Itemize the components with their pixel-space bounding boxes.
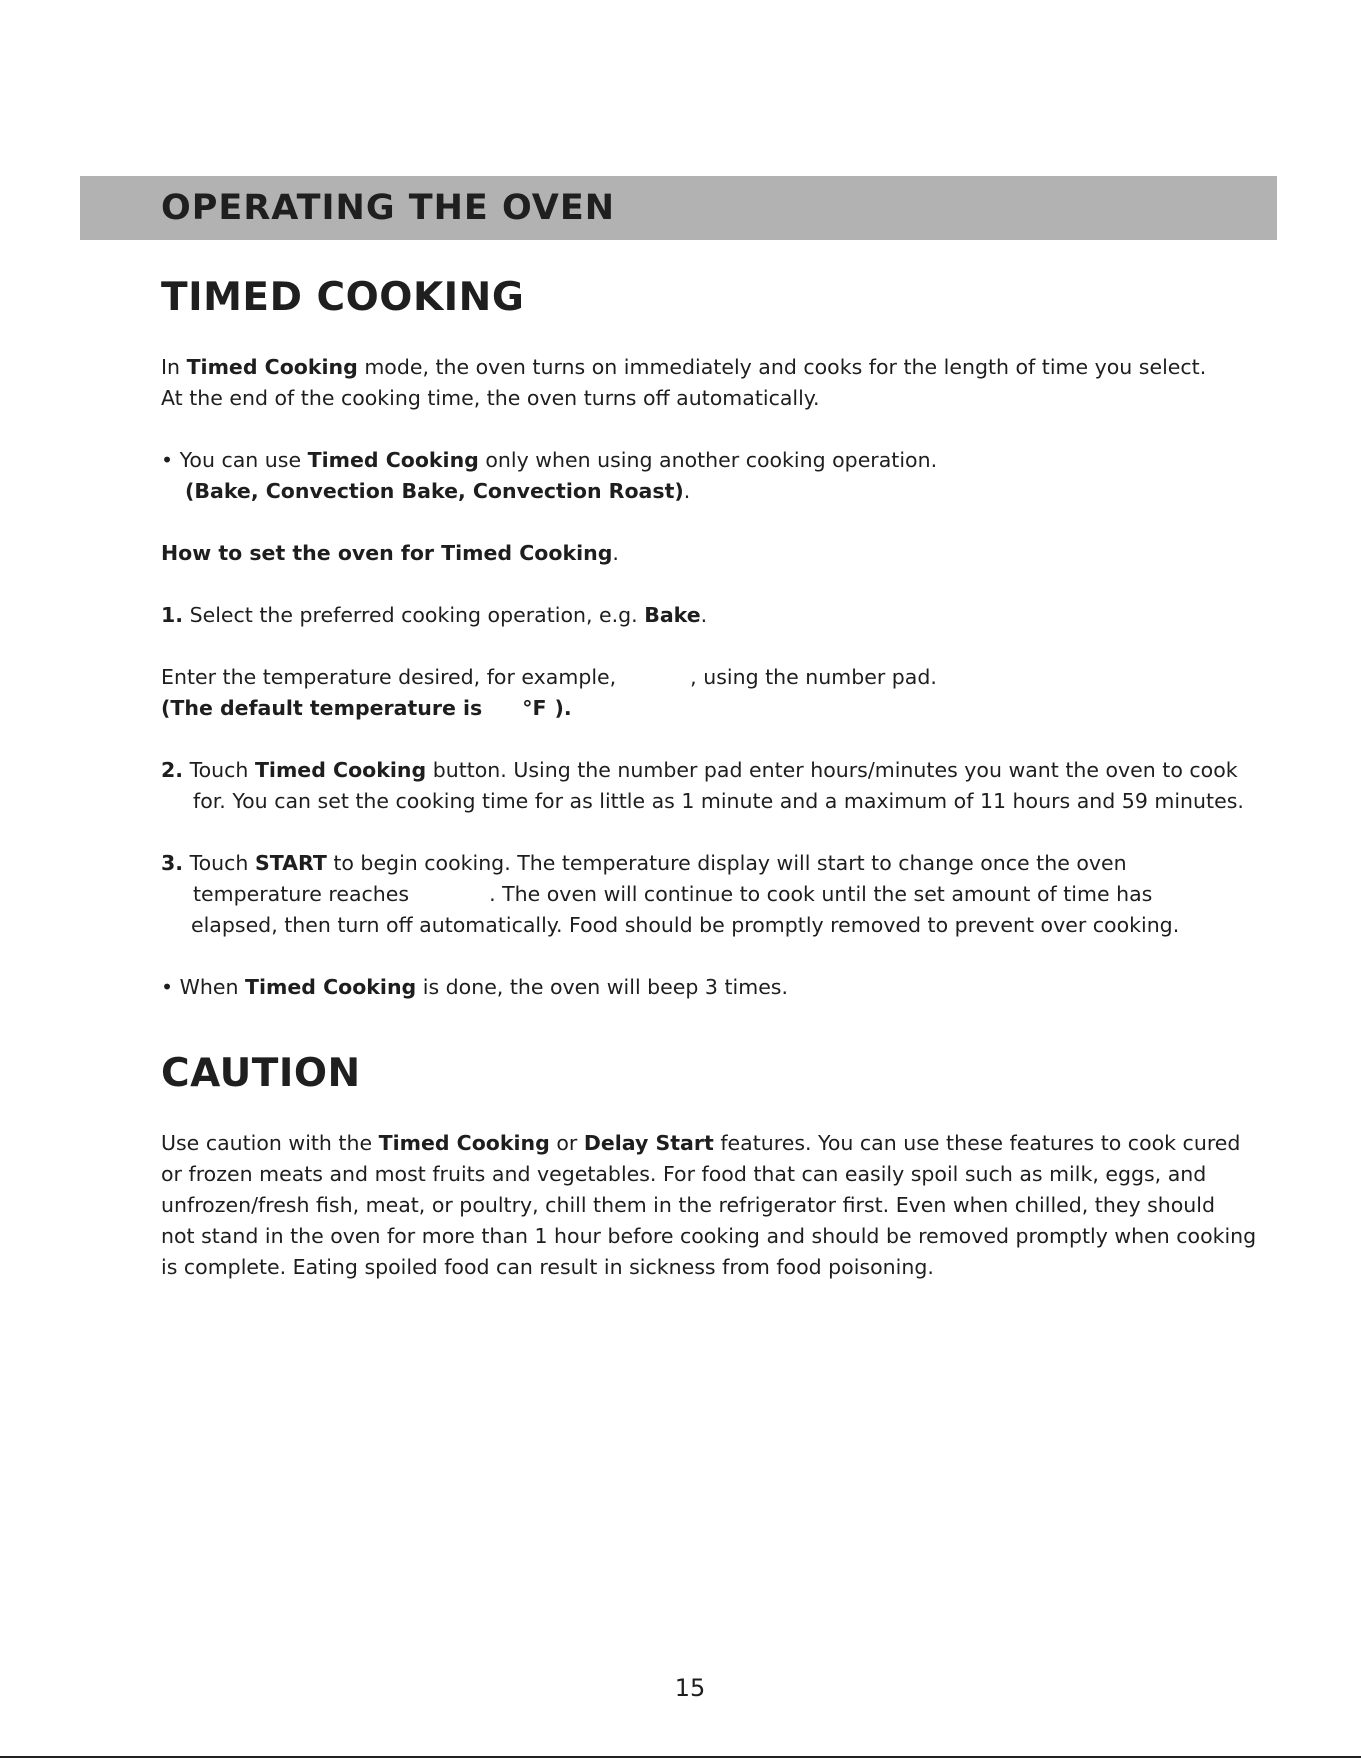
section-title: OPERATING THE OVEN: [161, 188, 616, 228]
bullet-usage-line-2: (Bake, Convection Bake, Convection Roast).: [185, 479, 691, 503]
caution-line-4: not stand in the oven for more than 1 hour before cooking and should be removed promptly when cooking: [161, 1224, 1257, 1248]
step-2-number: 2.: [161, 758, 184, 782]
page-number: 15: [674, 1674, 706, 1702]
timed-cooking-intro: [161, 352, 1321, 414]
step-3-line-3: elapsed, then turn off automatically. Food should be promptly removed to prevent over cooking.: [191, 913, 1180, 937]
temperature-instruction: [161, 662, 1321, 724]
step-2: [161, 755, 1321, 817]
step-1: 1. Select the preferred cooking operation, e.g. Bake.: [161, 603, 708, 627]
bullet-usage-note: [161, 445, 1321, 507]
section-header-band: [80, 176, 1277, 240]
caution-text: [161, 1128, 1321, 1283]
intro-line-2: At the end of the cooking time, the oven turns off automatically.: [161, 386, 820, 410]
step-2-line-2: for. You can set the cooking time for as little as 1 minute and a maximum of 11 hours and 59 minutes.: [193, 789, 1244, 813]
caution-line-3: unfrozen/fresh fish, meat, or poultry, chill them in the refrigerator first. Even when chilled, they should: [161, 1193, 1216, 1217]
temperature-line-2: (The default temperature is °F ).: [161, 696, 572, 720]
howto-subheading: How to set the oven for Timed Cooking.: [161, 541, 619, 565]
temperature-line-1: Enter the temperature desired, for example, , using the number pad.: [161, 665, 937, 689]
timed-cooking-heading: TIMED COOKING: [161, 275, 525, 320]
caution-line-1: Use caution with the Timed Cooking or Delay Start features. You can use these features to cook cured: [161, 1131, 1241, 1155]
bullet-completion-note: • When Timed Cooking is done, the oven will beep 3 times.: [161, 975, 788, 999]
caution-line-5: is complete. Eating spoiled food can result in sickness from food poisoning.: [161, 1255, 934, 1279]
intro-line-1: In Timed Cooking mode, the oven turns on immediately and cooks for the length of time you select.: [161, 355, 1207, 379]
caution-line-2: or frozen meats and most fruits and vegetables. For food that can easily spoil such as milk, eggs, and: [161, 1162, 1207, 1186]
caution-heading: CAUTION: [161, 1051, 361, 1096]
step-3: [161, 848, 1321, 941]
bottom-divider: [0, 1756, 1361, 1758]
bullet-usage-line-1: • You can use Timed Cooking only when using another cooking operation.: [161, 448, 938, 472]
step-1-number: 1.: [161, 603, 184, 627]
step-3-line-1: 3. Touch START to begin cooking. The temperature display will start to change once the oven: [161, 851, 1127, 875]
step-2-line-1: 2. Touch Timed Cooking button. Using the number pad enter hours/minutes you want the oven to cook: [161, 758, 1238, 782]
step-3-number: 3.: [161, 851, 184, 875]
step-3-line-2: temperature reaches . The oven will continue to cook until the set amount of time has: [193, 882, 1153, 906]
